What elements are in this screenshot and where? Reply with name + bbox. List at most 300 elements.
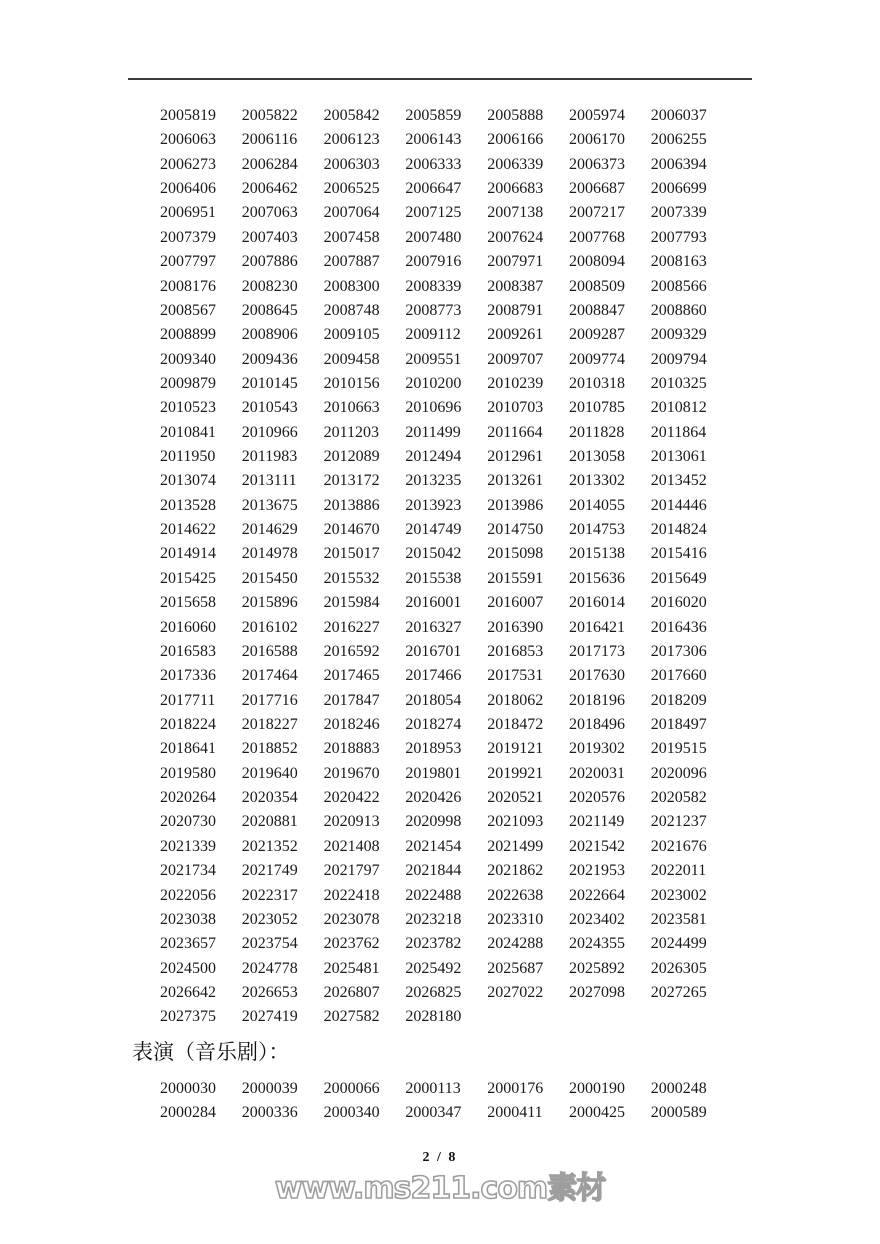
candidate-number: 2015042 — [405, 545, 462, 563]
candidate-number: 2014753 — [568, 521, 625, 539]
candidate-number: 2009707 — [487, 350, 544, 368]
candidate-number: 2012089 — [323, 448, 380, 466]
candidate-number: 2006116 — [241, 131, 298, 149]
candidate-number: 2021339 — [160, 837, 216, 855]
candidate-number: 2022056 — [160, 886, 216, 904]
candidate-number: 2019670 — [323, 764, 380, 782]
candidate-number: 2010523 — [160, 399, 216, 417]
candidate-number: 2020096 — [650, 764, 707, 782]
candidate-number: 2013235 — [405, 472, 462, 490]
candidate-number: 2006166 — [487, 131, 544, 149]
candidate-number: 2014670 — [323, 521, 380, 539]
candidate-number: 2008899 — [160, 326, 216, 344]
number-row — [160, 1077, 733, 1101]
candidate-number: 2013452 — [650, 472, 707, 490]
number-row — [160, 859, 733, 883]
number-row — [160, 932, 733, 956]
candidate-number: 2025492 — [405, 959, 462, 977]
candidate-number: 2018953 — [405, 740, 462, 758]
candidate-number: 2007379 — [160, 228, 216, 246]
candidate-number: 2017173 — [568, 642, 625, 660]
candidate-number: 2000589 — [650, 1104, 707, 1122]
candidate-number: 2006699 — [650, 180, 707, 198]
candidate-number: 2006462 — [241, 180, 298, 198]
candidate-number: 2008230 — [241, 277, 298, 295]
candidate-number: 2011203 — [323, 423, 379, 441]
candidate-number: 2000411 — [487, 1104, 543, 1122]
candidate-number: 2020521 — [487, 789, 544, 807]
number-row — [160, 1101, 733, 1125]
candidate-number: 2008567 — [160, 301, 216, 319]
candidate-number: 2000190 — [568, 1080, 625, 1097]
candidate-number: 2009774 — [568, 350, 625, 368]
candidate-number: 2008387 — [487, 277, 544, 295]
candidate-number: 2013886 — [323, 496, 380, 514]
candidate-number: 2006373 — [568, 155, 625, 173]
watermark: www.ms211.com素材 — [274, 1171, 606, 1206]
candidate-number: 2027419 — [241, 1008, 298, 1026]
candidate-number: 2010239 — [487, 374, 544, 392]
candidate-number: 2020998 — [405, 813, 462, 831]
candidate-number: 2021499 — [487, 837, 544, 855]
candidate-number: 2010703 — [487, 399, 544, 417]
candidate-number: 2010663 — [323, 399, 380, 417]
candidate-number: 2027265 — [650, 983, 707, 1001]
candidate-number: 2007971 — [487, 253, 544, 271]
candidate-number: 2016583 — [160, 642, 216, 660]
candidate-number: 2020582 — [650, 789, 707, 807]
number-row — [160, 689, 733, 713]
candidate-number: 2023581 — [650, 910, 707, 928]
candidate-number: 2020422 — [323, 789, 380, 807]
candidate-number: 2015649 — [650, 569, 707, 587]
number-row — [160, 762, 733, 786]
candidate-number: 2018472 — [487, 715, 544, 733]
candidate-number: 2000248 — [650, 1080, 707, 1097]
candidate-number: 2000336 — [241, 1104, 298, 1122]
candidate-number: 2021676 — [650, 837, 707, 855]
number-row — [160, 884, 733, 908]
candidate-number: 2015658 — [160, 594, 216, 612]
candidate-number: 2013986 — [487, 496, 544, 514]
candidate-number: 2016436 — [650, 618, 707, 636]
candidate-number: 2006123 — [323, 131, 380, 149]
page-number: 2 / 8 — [422, 1150, 458, 1165]
number-row — [160, 226, 733, 250]
candidate-number: 2023218 — [405, 910, 462, 928]
candidate-number: 2015416 — [650, 545, 707, 563]
candidate-number: 2023402 — [568, 910, 625, 928]
candidate-number: 2000030 — [160, 1080, 216, 1097]
candidate-number: 2026653 — [241, 983, 298, 1001]
candidate-number: 2000039 — [241, 1080, 298, 1097]
candidate-number: 2008906 — [241, 326, 298, 344]
candidate-number: 2017466 — [405, 667, 462, 685]
header-rule — [128, 78, 752, 80]
candidate-number: 2015984 — [323, 594, 380, 612]
candidate-number: 2016592 — [323, 642, 380, 660]
candidate-number: 2009287 — [568, 326, 625, 344]
candidate-number: 2008773 — [405, 301, 462, 319]
candidate-number: 2015532 — [323, 569, 380, 587]
candidate-number: 2016001 — [405, 594, 462, 612]
candidate-number: 2022317 — [241, 886, 298, 904]
number-row — [160, 835, 733, 859]
candidate-number: 2017306 — [650, 642, 707, 660]
candidate-number: 2013074 — [160, 472, 216, 490]
candidate-number: 2025892 — [568, 959, 625, 977]
candidate-number: 2008509 — [568, 277, 625, 295]
section-heading-performance-musical: 表演（音乐剧）： — [132, 1040, 290, 1064]
candidate-number: 2006339 — [487, 155, 544, 173]
candidate-number: 2019515 — [650, 740, 707, 758]
candidate-number: 2010696 — [405, 399, 462, 417]
candidate-number: 2005819 — [160, 107, 216, 124]
number-row — [160, 542, 733, 566]
candidate-number: 2019302 — [568, 740, 625, 758]
candidate-number: 2027022 — [487, 983, 544, 1001]
candidate-number: 2021352 — [241, 837, 298, 855]
candidate-number: 2021734 — [160, 862, 216, 880]
number-row — [160, 713, 733, 737]
candidate-number: 2021237 — [650, 813, 707, 831]
number-row — [160, 518, 733, 542]
candidate-number: 2018209 — [650, 691, 707, 709]
candidate-number: 2019801 — [405, 764, 462, 782]
candidate-number: 2017630 — [568, 667, 625, 685]
candidate-number: 2014629 — [241, 521, 298, 539]
number-row — [160, 201, 733, 225]
candidate-number: 2011864 — [650, 423, 707, 441]
candidate-number: 2015017 — [323, 545, 380, 563]
candidate-number: 2016102 — [241, 618, 298, 636]
number-row — [160, 591, 733, 615]
candidate-number: 2023754 — [241, 935, 298, 953]
candidate-number: 2016014 — [568, 594, 625, 612]
number-row — [160, 421, 733, 445]
candidate-number: 2025687 — [487, 959, 544, 977]
candidate-number: 2016588 — [241, 642, 298, 660]
candidate-number: 2015450 — [241, 569, 298, 587]
candidate-number: 2010325 — [650, 374, 707, 392]
candidate-number: 2015138 — [568, 545, 625, 563]
candidate-number: 2016007 — [487, 594, 544, 612]
candidate-number: 2006406 — [160, 180, 216, 198]
candidate-number: 2027098 — [568, 983, 625, 1001]
candidate-number: 2011950 — [160, 448, 216, 466]
number-row — [160, 567, 733, 591]
candidate-number: 2005974 — [568, 107, 625, 124]
candidate-number: 2000340 — [323, 1104, 380, 1122]
candidate-number: 2015896 — [241, 594, 298, 612]
candidate-number: 2017531 — [487, 667, 544, 685]
candidate-number: 2023038 — [160, 910, 216, 928]
candidate-number: 2006687 — [568, 180, 625, 198]
candidate-number: 2006273 — [160, 155, 216, 173]
candidate-number: 2018641 — [160, 740, 216, 758]
candidate-number: 2007768 — [568, 228, 625, 246]
candidate-number: 2010543 — [241, 399, 298, 417]
candidate-number: 2010812 — [650, 399, 707, 417]
candidate-number: 2009436 — [241, 350, 298, 368]
candidate-number: 2017847 — [323, 691, 380, 709]
candidate-number: 2016390 — [487, 618, 544, 636]
number-row — [160, 299, 733, 323]
candidate-number: 2022664 — [568, 886, 625, 904]
candidate-number: 2007887 — [323, 253, 380, 271]
candidate-number: 2014978 — [241, 545, 298, 563]
candidate-number: 2023310 — [487, 910, 544, 928]
candidate-number: 2024500 — [160, 959, 216, 977]
candidate-number: 2009551 — [405, 350, 462, 368]
candidate-number: 2016327 — [405, 618, 462, 636]
candidate-number: 2008847 — [568, 301, 625, 319]
candidate-number: 2010145 — [241, 374, 298, 392]
candidate-number: 2021749 — [241, 862, 298, 880]
candidate-number: 2016060 — [160, 618, 216, 636]
candidate-number: 2000113 — [405, 1080, 461, 1097]
candidate-number: 2018224 — [160, 715, 216, 733]
candidate-number: 2012961 — [487, 448, 544, 466]
candidate-number: 2013058 — [568, 448, 625, 466]
number-row — [160, 640, 733, 664]
candidate-number: 2027582 — [323, 1008, 380, 1026]
number-row — [160, 664, 733, 688]
candidate-number: 2016020 — [650, 594, 707, 612]
candidate-number: 2006303 — [323, 155, 380, 173]
number-row — [160, 372, 733, 396]
number-row — [160, 810, 733, 834]
candidate-number: 2010156 — [323, 374, 380, 392]
candidate-number: 2018246 — [323, 715, 380, 733]
candidate-number: 2007125 — [405, 204, 462, 222]
candidate-number: 2011828 — [568, 423, 625, 441]
candidate-number: 2020031 — [568, 764, 625, 782]
candidate-number: 2000347 — [405, 1104, 462, 1122]
candidate-number: 2008566 — [650, 277, 707, 295]
candidate-number: 2011499 — [405, 423, 461, 441]
candidate-number: 2018054 — [405, 691, 462, 709]
candidate-number: 2009340 — [160, 350, 216, 368]
candidate-number: 2018497 — [650, 715, 707, 733]
candidate-number: 2008163 — [650, 253, 707, 271]
number-row — [160, 957, 733, 981]
candidate-number: 2007339 — [650, 204, 707, 222]
candidate-number: 2015425 — [160, 569, 216, 587]
candidate-number: 2011983 — [241, 448, 298, 466]
candidate-number: 2013528 — [160, 496, 216, 514]
candidate-number: 2019640 — [241, 764, 298, 782]
candidate-number: 2012494 — [405, 448, 462, 466]
candidate-number: 2022011 — [650, 862, 707, 880]
candidate-number: 2027375 — [160, 1008, 216, 1026]
number-row — [160, 981, 733, 1005]
candidate-number-list-continued — [160, 104, 733, 1030]
candidate-number: 2020913 — [323, 813, 380, 831]
number-row — [160, 494, 733, 518]
candidate-number: 2007064 — [323, 204, 380, 222]
candidate-number: 2008791 — [487, 301, 544, 319]
candidate-number: 2026305 — [650, 959, 707, 977]
candidate-number: 2006255 — [650, 131, 707, 149]
candidate-number: 2008645 — [241, 301, 298, 319]
candidate-number: 2006647 — [405, 180, 462, 198]
candidate-number: 2009261 — [487, 326, 544, 344]
candidate-number: 2006037 — [650, 107, 707, 124]
candidate-number: 2018062 — [487, 691, 544, 709]
candidate-number: 2019121 — [487, 740, 544, 758]
candidate-number: 2020576 — [568, 789, 625, 807]
number-row — [160, 323, 733, 347]
number-row — [160, 104, 733, 128]
number-row — [160, 153, 733, 177]
candidate-number: 2006394 — [650, 155, 707, 173]
number-row — [160, 128, 733, 152]
candidate-number: 2005822 — [241, 107, 298, 124]
candidate-number: 2010318 — [568, 374, 625, 392]
candidate-number: 2015538 — [405, 569, 462, 587]
candidate-number: 2016421 — [568, 618, 625, 636]
candidate-number: 2007217 — [568, 204, 625, 222]
candidate-number: 2013261 — [487, 472, 544, 490]
candidate-number: 2025481 — [323, 959, 380, 977]
candidate-number: 2017465 — [323, 667, 380, 685]
candidate-number: 2014055 — [568, 496, 625, 514]
number-row — [160, 445, 733, 469]
candidate-number: 2020426 — [405, 789, 462, 807]
candidate-number: 2021408 — [323, 837, 380, 855]
candidate-number: 2017336 — [160, 667, 216, 685]
candidate-number: 2008300 — [323, 277, 380, 295]
candidate-number: 2015636 — [568, 569, 625, 587]
candidate-number: 2021149 — [568, 813, 625, 831]
candidate-number: 2015591 — [487, 569, 544, 587]
candidate-number: 2009794 — [650, 350, 707, 368]
candidate-number: 2013172 — [323, 472, 380, 490]
candidate-number: 2016701 — [405, 642, 462, 660]
candidate-number: 2007458 — [323, 228, 380, 246]
candidate-number: 2000284 — [160, 1104, 216, 1122]
candidate-number: 2007624 — [487, 228, 544, 246]
candidate-number: 2010841 — [160, 423, 216, 441]
candidate-number: 2022638 — [487, 886, 544, 904]
candidate-number: 2007403 — [241, 228, 298, 246]
number-row — [160, 616, 733, 640]
candidate-number: 2016853 — [487, 642, 544, 660]
candidate-number: 2008748 — [323, 301, 380, 319]
candidate-number: 2014750 — [487, 521, 544, 539]
candidate-number: 2007797 — [160, 253, 216, 271]
candidate-number: 2018496 — [568, 715, 625, 733]
candidate-number: 2009329 — [650, 326, 707, 344]
candidate-number: 2017464 — [241, 667, 298, 685]
candidate-number: 2024778 — [241, 959, 298, 977]
candidate-number: 2023782 — [405, 935, 462, 953]
candidate-number: 2018196 — [568, 691, 625, 709]
candidate-number: 2010785 — [568, 399, 625, 417]
candidate-number-list-musical — [160, 1077, 733, 1126]
candidate-number: 2013061 — [650, 448, 707, 466]
candidate-number: 2006143 — [405, 131, 462, 149]
candidate-number: 2020881 — [241, 813, 298, 831]
candidate-number: 2006333 — [405, 155, 462, 173]
candidate-number: 2017660 — [650, 667, 707, 685]
candidate-number: 2021953 — [568, 862, 625, 880]
number-row — [160, 396, 733, 420]
candidate-number: 2014914 — [160, 545, 216, 563]
candidate-number: 2006063 — [160, 131, 216, 149]
candidate-number: 2008339 — [405, 277, 462, 295]
candidate-number: 2024355 — [568, 935, 625, 953]
candidate-number: 2026825 — [405, 983, 462, 1001]
candidate-number: 2006284 — [241, 155, 298, 173]
candidate-number: 2021542 — [568, 837, 625, 855]
candidate-number: 2018883 — [323, 740, 380, 758]
candidate-number: 2018274 — [405, 715, 462, 733]
candidate-number: 2023052 — [241, 910, 298, 928]
candidate-number: 2023762 — [323, 935, 380, 953]
candidate-number: 2020264 — [160, 789, 216, 807]
candidate-number: 2021862 — [487, 862, 544, 880]
candidate-number: 2013923 — [405, 496, 462, 514]
candidate-number: 2018227 — [241, 715, 298, 733]
candidate-number: 2017711 — [160, 691, 216, 709]
candidate-number: 2000425 — [568, 1104, 625, 1122]
candidate-number: 2021093 — [487, 813, 544, 831]
candidate-number: 2008860 — [650, 301, 707, 319]
candidate-number: 2018852 — [241, 740, 298, 758]
candidate-number: 2007480 — [405, 228, 462, 246]
candidate-number: 2014749 — [405, 521, 462, 539]
candidate-number: 2023002 — [650, 886, 707, 904]
candidate-number: 2024499 — [650, 935, 707, 953]
number-row — [160, 908, 733, 932]
candidate-number: 2016227 — [323, 618, 380, 636]
candidate-number: 2024288 — [487, 935, 544, 953]
candidate-number: 2017716 — [241, 691, 298, 709]
candidate-number: 2011664 — [487, 423, 543, 441]
number-row — [160, 177, 733, 201]
candidate-number: 2021797 — [323, 862, 380, 880]
candidate-number: 2023657 — [160, 935, 216, 953]
candidate-number: 2010200 — [405, 374, 462, 392]
candidate-number: 2014622 — [160, 521, 216, 539]
candidate-number: 2000066 — [323, 1080, 380, 1097]
candidate-number: 2014446 — [650, 496, 707, 514]
number-row — [160, 250, 733, 274]
candidate-number: 2007793 — [650, 228, 707, 246]
number-row — [160, 786, 733, 810]
candidate-number: 2020354 — [241, 789, 298, 807]
number-row — [160, 469, 733, 493]
candidate-number: 2019580 — [160, 764, 216, 782]
candidate-number: 2006951 — [160, 204, 216, 222]
candidate-number: 2013111 — [241, 472, 297, 490]
candidate-number: 2008176 — [160, 277, 216, 295]
number-row — [160, 275, 733, 299]
candidate-number: 2008094 — [568, 253, 625, 271]
candidate-number: 2009458 — [323, 350, 380, 368]
candidate-number: 2020730 — [160, 813, 216, 831]
candidate-number: 2022488 — [405, 886, 462, 904]
candidate-number: 2007138 — [487, 204, 544, 222]
candidate-number: 2006683 — [487, 180, 544, 198]
candidate-number: 2026642 — [160, 983, 216, 1001]
number-row — [160, 348, 733, 372]
candidate-number: 2007886 — [241, 253, 298, 271]
candidate-number: 2009112 — [405, 326, 461, 344]
candidate-number: 2007063 — [241, 204, 298, 222]
